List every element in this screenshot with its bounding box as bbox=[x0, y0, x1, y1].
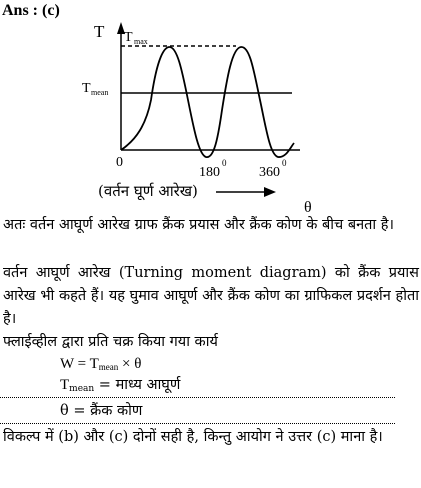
work-heading: फ्लाईव्हील द्वारा प्रति चक्र किया गया कार्य bbox=[3, 334, 218, 350]
formula-1-sub: mean bbox=[98, 362, 119, 372]
tick-360: 360 bbox=[259, 165, 280, 180]
tick-180-sup: 0 bbox=[222, 158, 227, 168]
formula-2-rhs: = माध्य आघूर्ण bbox=[94, 377, 181, 393]
paragraph-1: अतः वर्तन आघूर्ण आरेख ग्राफ क्रैंक प्रयास और क्रैंक कोण के बीच बनता है। bbox=[3, 217, 394, 233]
conclusion: विकल्प में (b) और (c) दोनों सही है, किन्तु आयोग ने उत्तर (c) माना है। bbox=[3, 429, 383, 445]
tick-180: 180 bbox=[199, 165, 220, 180]
paragraph-2: वर्तन आघूर्ण आरेख (Turning moment diagram) को क्रैंक प्रयास आरेख भी कहते हैं। यह घुमाव आघूर्ण और क्रैंक कोण का ग्राफिकल प्रदर्शन होता है। bbox=[3, 265, 419, 327]
theta-label: θ bbox=[304, 199, 312, 215]
y-axis-label: T bbox=[94, 22, 105, 41]
dotted-divider bbox=[0, 397, 395, 398]
formula-1-lhs: W = T bbox=[60, 356, 99, 372]
formula-theta: θ = क्रैंक कोण bbox=[60, 403, 143, 419]
origin-label: 0 bbox=[116, 155, 123, 170]
formula-2-sub: mean bbox=[69, 384, 95, 394]
tick-360-sup: 0 bbox=[282, 158, 287, 168]
answer-label: Ans : (c) bbox=[2, 2, 60, 19]
formula-tmean bbox=[60, 375, 180, 399]
caption-arrow-head bbox=[264, 187, 276, 197]
t-mean-sub: mean bbox=[91, 88, 109, 97]
formula-2-lhs: T bbox=[60, 377, 70, 393]
formula-1-rhs: × θ bbox=[118, 356, 142, 372]
turning-moment-diagram bbox=[0, 0, 421, 215]
t-max-sub: max bbox=[134, 37, 148, 46]
dotted-divider-2 bbox=[0, 423, 395, 424]
diagram-caption: (वर्तन घूर्ण आरेख) bbox=[98, 182, 198, 200]
formula-work bbox=[60, 354, 141, 377]
t-max-label: T bbox=[124, 30, 133, 45]
t-mean-label: T bbox=[82, 81, 91, 96]
torque-curve bbox=[121, 47, 294, 157]
